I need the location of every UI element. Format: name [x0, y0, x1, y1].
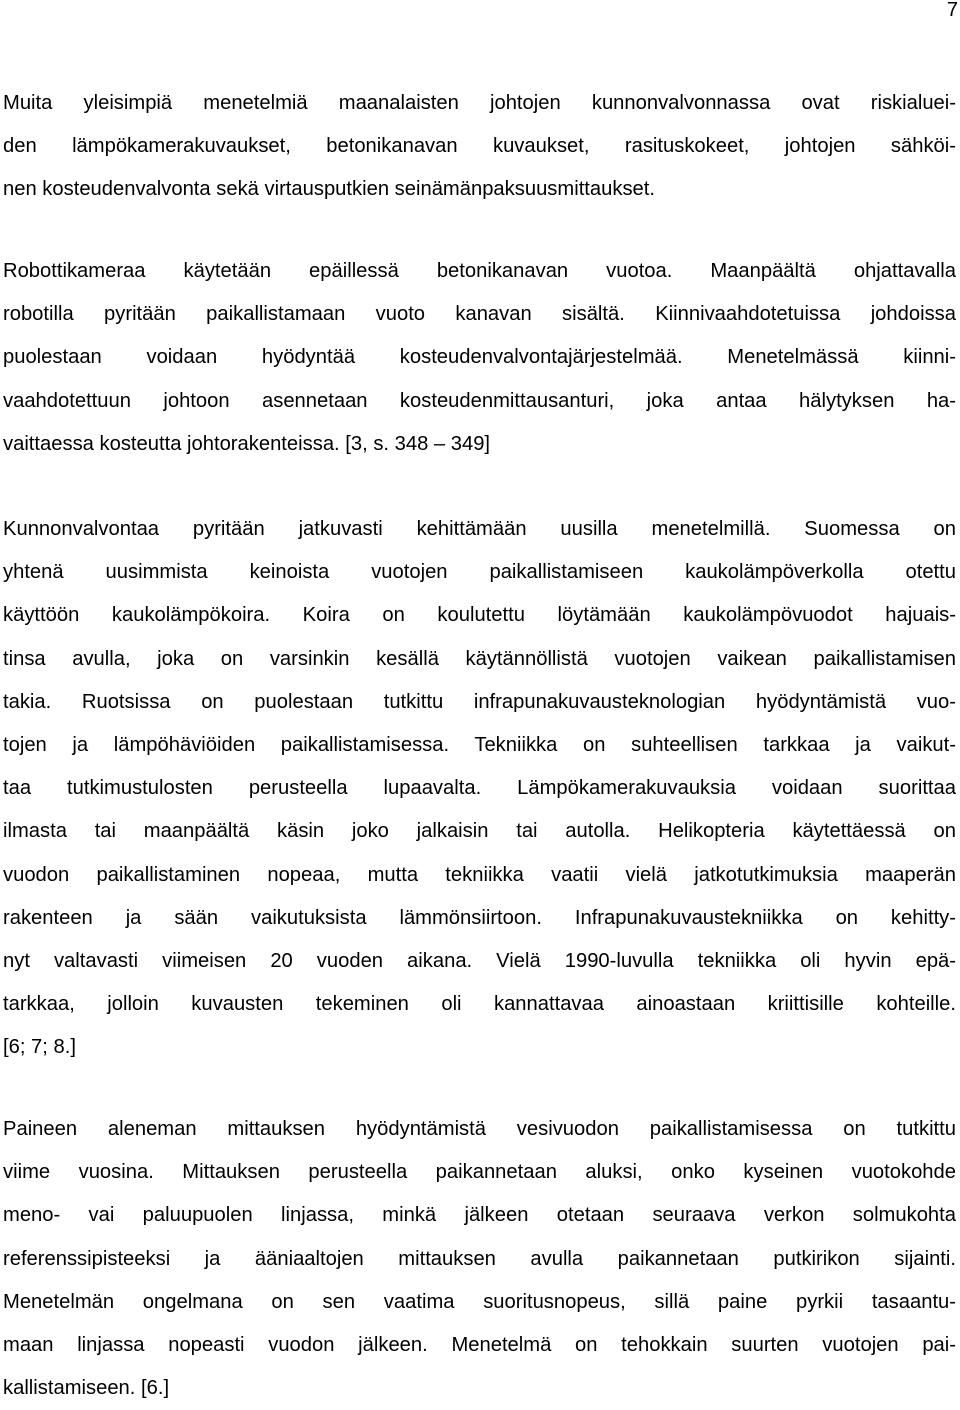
- text-line: ilmasta tai maanpäältä käsin joko jalkaisin tai autolla. Helikopteria käytettäessä on: [3, 820, 956, 843]
- text-line: vuodon paikallistaminen nopeaa, mutta tekniikka vaatii vielä jatkotutkimuksia maaperän: [3, 863, 956, 886]
- text-line: maan linjassa nopeasti vuodon jälkeen. Menetelmä on tehokkain suurten vuotojen pai-: [3, 1333, 956, 1356]
- text-line: Muita yleisimpiä menetelmiä maanalaisten johtojen kunnonvalvonnassa ovat riskialuei-: [3, 92, 956, 114]
- text-line: nen kosteudenvalvonta sekä virtausputkien seinämänpaksuusmittaukset.: [3, 178, 655, 201]
- text-line: puolestaan voidaan hyödyntää kosteudenvalvontajärjestelmää. Menetelmässä kiinni-: [3, 346, 956, 369]
- text-line: viime vuosina. Mittauksen perusteella paikannetaan aluksi, onko kyseinen vuotokohde: [3, 1161, 956, 1184]
- text-line: meno- vai paluupuolen linjassa, minkä jälkeen otetaan seuraava verkon solmukohta: [3, 1204, 956, 1227]
- text-line: [6; 7; 8.]: [3, 1036, 76, 1059]
- text-line: Menetelmän ongelmana on sen vaatima suoritusnopeus, sillä paine pyrkii tasaantu-: [3, 1290, 956, 1313]
- paragraph-2: [3, 250, 956, 466]
- text-line: kallistamiseen. [6.]: [3, 1377, 170, 1400]
- text-line: referenssipisteeksi ja ääniaaltojen mittauksen avulla paikannetaan putkirikon sijainti.: [3, 1247, 956, 1270]
- text-line: Paineen aleneman mittauksen hyödyntämistä vesivuodon paikallistamisessa on tutkittu: [3, 1118, 956, 1140]
- text-line: tinsa avulla, joka on varsinkin kesällä käytännöllistä vuotojen vaikean paikallistamisen: [3, 647, 956, 670]
- text-line: vaahdotettuun johtoon asennetaan kosteudenmittausanturi, joka antaa hälytyksen ha-: [3, 389, 956, 412]
- text-line: tarkkaa, jolloin kuvausten tekeminen oli kannattavaa ainoastaan kriittisille kohteille.: [3, 993, 956, 1016]
- text-line: yhtenä uusimmista keinoista vuotojen paikallistamiseen kaukolämpöverkolla otettu: [3, 561, 956, 584]
- text-line: den lämpökamerakuvaukset, betonikanavan kuvaukset, rasituskokeet, johtojen sähköi-: [3, 135, 956, 158]
- text-line: nyt valtavasti viimeisen 20 vuoden aikana. Vielä 1990-luvulla tekniikka oli hyvin epä-: [3, 949, 956, 972]
- paragraph-4: [3, 1108, 956, 1410]
- text-line: vaittaessa kosteutta johtorakenteissa. [3, s. 348 – 349]: [3, 432, 491, 455]
- text-line: tojen ja lämpöhäviöiden paikallistamisessa. Tekniikka on suhteellisen tarkkaa ja vaikut-: [3, 733, 956, 756]
- paragraph-1: [3, 82, 956, 212]
- text-line: rakenteen ja sään vaikutuksista lämmönsiirtoon. Infrapunakuvaustekniikka on kehitty-: [3, 906, 956, 929]
- text-line: taa tutkimustulosten perusteella lupaavalta. Lämpökamerakuvauksia voidaan suorittaa: [3, 777, 956, 800]
- text-line: robotilla pyritään paikallistamaan vuoto kanavan sisältä. Kiinnivaahdotetuissa johdoissa: [3, 303, 956, 326]
- text-line: Kunnonvalvontaa pyritään jatkuvasti kehittämään uusilla menetelmillä. Suomessa on: [3, 518, 956, 540]
- text-line: takia. Ruotsissa on puolestaan tutkittu infrapunakuvausteknologian hyödyntämistä vuo-: [3, 690, 956, 713]
- text-line: Robottikameraa käytetään epäillessä betonikanavan vuotoa. Maanpäältä ohjattavalla: [3, 260, 956, 282]
- page-number: 7: [946, 0, 958, 21]
- text-line: käyttöön kaukolämpökoira. Koira on koulutettu löytämään kaukolämpövuodot hajuais-: [3, 604, 956, 627]
- paragraph-3: [3, 508, 956, 1069]
